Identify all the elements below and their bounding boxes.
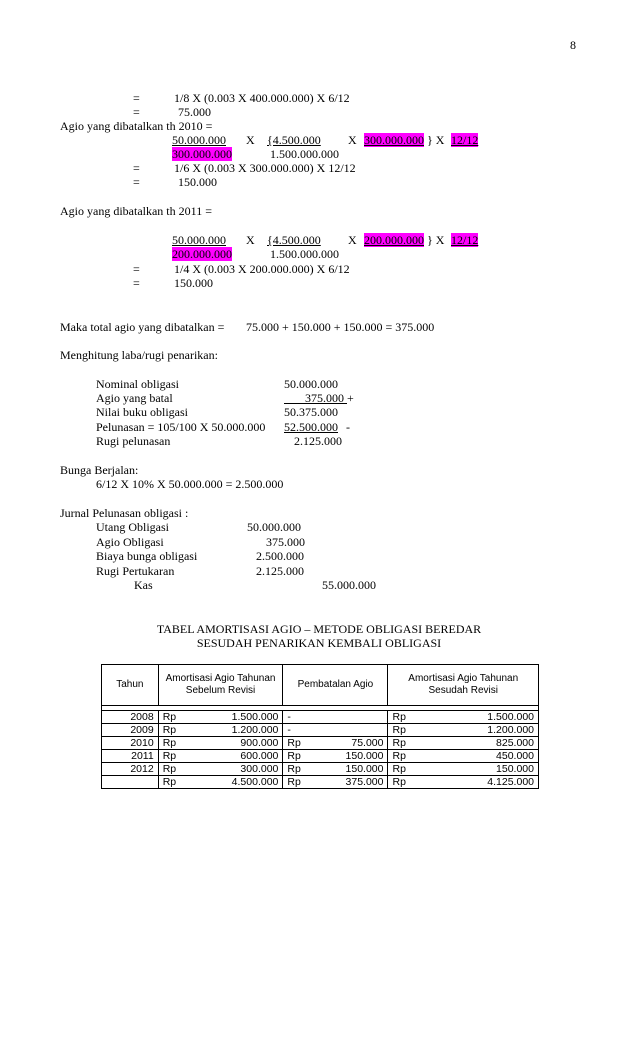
highlighted-value: 200.000.000 [364, 233, 424, 247]
calc-result: 75.000 [178, 105, 211, 119]
calc-line: 1/4 X (0.003 X 200.000.000) X 6/12 [174, 262, 350, 276]
currency-cell: Rp [158, 763, 181, 776]
currency-cell: Rp [158, 737, 181, 750]
laba-rugi-value: 52.500.000 [284, 420, 338, 434]
eq-sign: = [133, 91, 140, 105]
currency-cell: Rp [388, 776, 411, 789]
year-cell: 2008 [102, 711, 159, 724]
eq-sign: = [133, 276, 140, 290]
value-cell: 450.000 [411, 750, 539, 763]
currency-cell: Rp [158, 724, 181, 737]
value-cell: 150.000 [306, 750, 388, 763]
total-label: Maka total agio yang dibatalkan = [60, 320, 225, 334]
fraction-numerator: 50.000.000 [172, 233, 226, 247]
currency-cell: Rp [388, 750, 411, 763]
jurnal-title: Jurnal Pelunasan obligasi : [60, 506, 189, 520]
brace-multiply: } X [427, 133, 445, 147]
currency-cell: Rp [388, 724, 411, 737]
eq-sign: = [133, 105, 140, 119]
value-cell: 900.000 [181, 737, 283, 750]
table-row [102, 737, 539, 750]
table-row [102, 750, 539, 763]
table-title-line2: SESUDAH PENARIKAN KEMBALI OBLIGASI [196, 636, 442, 650]
total-value-cell: 4.125.000 [411, 776, 539, 789]
currency-cell: Rp [388, 711, 411, 724]
header-sesudah-revisi: Amortisasi Agio Tahunan Sesudah Revisi [388, 665, 539, 706]
jurnal-debit-label: Biaya bunga obligasi [96, 549, 198, 563]
calc-result: 150.000 [174, 276, 213, 290]
header-tahun: Tahun [102, 665, 159, 706]
highlighted-denominator: 200.000.000 [172, 247, 232, 261]
minus-sign: - [346, 420, 350, 434]
currency-cell: - [283, 711, 306, 724]
currency-cell: - [283, 724, 306, 737]
currency-cell: Rp [283, 776, 306, 789]
total-value-cell: 4.500.000 [181, 776, 283, 789]
jurnal-debit-value: 375.000 [266, 535, 305, 549]
currency-cell: Rp [283, 750, 306, 763]
page-number: 8 [570, 38, 576, 52]
total-value: 75.000 + 150.000 + 150.000 = 375.000 [246, 320, 435, 334]
currency-cell: Rp [158, 776, 181, 789]
multiply-sign: X [348, 233, 357, 247]
highlighted-denominator: 300.000.000 [172, 147, 232, 161]
jurnal-debit-label: Agio Obligasi [96, 535, 164, 549]
calc-result: 150.000 [178, 175, 217, 189]
multiply-sign: X [246, 133, 255, 147]
fraction-denominator: 1.500.000.000 [270, 247, 339, 261]
table-row [102, 724, 539, 737]
value-cell: 1.200.000 [411, 724, 539, 737]
value-cell: 150.000 [411, 763, 539, 776]
header-pembatalan-agio: Pembatalan Agio [283, 665, 388, 706]
section-title-2010: Agio yang dibatalkan th 2010 = [60, 119, 213, 133]
year-cell: 2012 [102, 763, 159, 776]
value-cell [306, 724, 388, 737]
fraction-numerator: {4.500.000 [267, 133, 321, 147]
table-total-row [102, 776, 539, 789]
year-cell [102, 776, 159, 789]
laba-rugi-label: Pelunasan = 105/100 X 50.000.000 [96, 420, 266, 434]
year-cell: 2010 [102, 737, 159, 750]
value-cell [306, 711, 388, 724]
calc-line: 1/6 X (0.003 X 300.000.000) X 12/12 [174, 161, 356, 175]
table-title-line1: TABEL AMORTISASI AGIO – METODE OBLIGASI BEREDAR [156, 622, 482, 636]
value-cell: 300.000 [181, 763, 283, 776]
section-title-2011: Agio yang dibatalkan th 2011 = [60, 204, 212, 218]
currency-cell: Rp [388, 737, 411, 750]
calc-line: 1/8 X (0.003 X 400.000.000) X 6/12 [174, 91, 350, 105]
value-cell: 1.200.000 [181, 724, 283, 737]
jurnal-debit-value: 2.500.000 [256, 549, 304, 563]
laba-rugi-label: Nilai buku obligasi [96, 405, 188, 419]
table-row [102, 711, 539, 724]
laba-rugi-value: 50.375.000 [284, 405, 338, 419]
currency-cell: Rp [283, 737, 306, 750]
multiply-sign: X [246, 233, 255, 247]
eq-sign: = [133, 175, 140, 189]
bunga-title: Bunga Berjalan: [60, 463, 139, 477]
laba-rugi-label: Agio yang batal [96, 391, 173, 405]
plus-sign: + [347, 391, 354, 405]
highlighted-value: 12/12 [451, 233, 479, 247]
jurnal-debit-label: Utang Obligasi [96, 520, 169, 534]
currency-cell: Rp [388, 763, 411, 776]
table-header-row [102, 665, 539, 706]
multiply-sign: X [348, 133, 357, 147]
jurnal-debit-value: 2.125.000 [256, 564, 304, 578]
total-value-cell: 375.000 [306, 776, 388, 789]
fraction-numerator: {4.500.000 [267, 233, 321, 247]
laba-rugi-title: Menghitung laba/rugi penarikan: [60, 348, 218, 362]
jurnal-credit-value: 55.000.000 [322, 578, 376, 592]
laba-rugi-value: 50.000.000 [284, 377, 338, 391]
value-cell: 600.000 [181, 750, 283, 763]
jurnal-debit-label: Rugi Pertukaran [96, 564, 175, 578]
value-cell: 150.000 [306, 763, 388, 776]
currency-cell: Rp [158, 711, 181, 724]
laba-rugi-value: 375.000 [305, 391, 344, 405]
value-cell: 825.000 [411, 737, 539, 750]
bunga-line: 6/12 X 10% X 50.000.000 = 2.500.000 [96, 477, 284, 491]
eq-sign: = [133, 161, 140, 175]
fraction-denominator: 1.500.000.000 [270, 147, 339, 161]
value-cell: 1.500.000 [181, 711, 283, 724]
value-cell: 75.000 [306, 737, 388, 750]
year-cell: 2009 [102, 724, 159, 737]
amortization-table [101, 664, 539, 789]
value-cell: 1.500.000 [411, 711, 539, 724]
currency-cell: Rp [158, 750, 181, 763]
highlighted-value: 300.000.000 [364, 133, 424, 147]
year-cell: 2011 [102, 750, 159, 763]
laba-rugi-label: Nominal obligasi [96, 377, 179, 391]
table-row [102, 763, 539, 776]
jurnal-credit-label: Kas [134, 578, 153, 592]
highlighted-value: 12/12 [451, 133, 479, 147]
laba-rugi-label: Rugi pelunasan [96, 434, 171, 448]
eq-sign: = [133, 262, 140, 276]
brace-multiply: } X [427, 233, 445, 247]
jurnal-debit-value: 50.000.000 [247, 520, 301, 534]
laba-rugi-value: 2.125.000 [294, 434, 342, 448]
fraction-numerator: 50.000.000 [172, 133, 226, 147]
currency-cell: Rp [283, 763, 306, 776]
header-sebelum-revisi: Amortisasi Agio Tahunan Sebelum Revisi [158, 665, 283, 706]
